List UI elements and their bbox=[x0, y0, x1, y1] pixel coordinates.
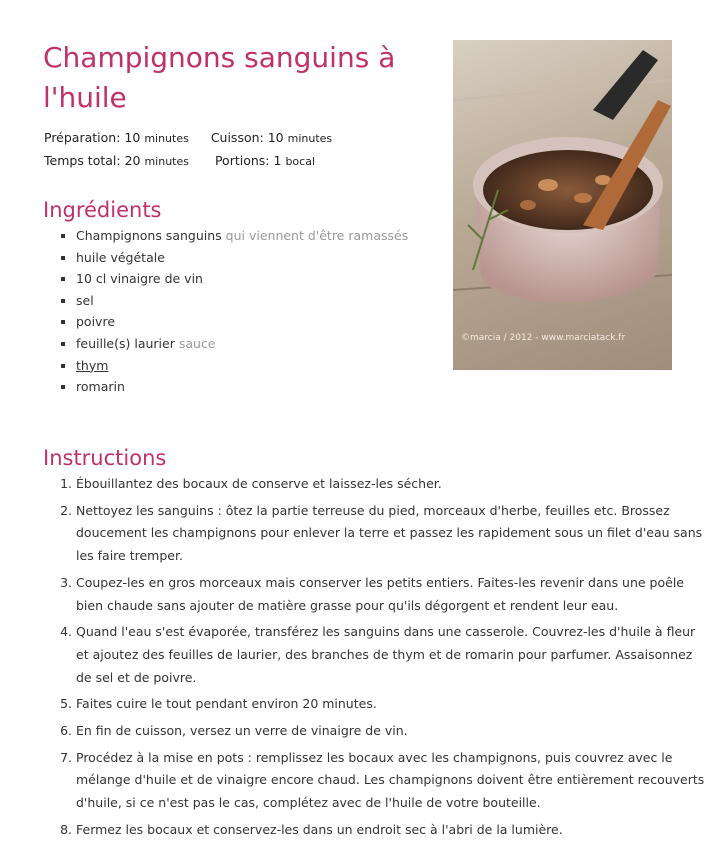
step-item: 1. Ébouillantez des bocaux de conserve et laissez-les sécher. bbox=[76, 473, 706, 496]
portions-label: Portions: bbox=[214, 153, 270, 168]
cook-unit: minutes bbox=[287, 132, 333, 145]
step-item: 2. Nettoyez les sanguins : ôtez la partie terreuse du pied, morceaux d'herbe, feuilles etc. Brossez doucement les champignons pour enlever la terre et passez les rapidement sous un filet d'eau sans les faire tremper. bbox=[76, 500, 706, 568]
ingredients-heading: Ingrédients bbox=[43, 198, 162, 222]
portions-value: 1 bbox=[273, 153, 282, 168]
total-label: Temps total: bbox=[44, 153, 121, 168]
cook-value: 10 bbox=[267, 130, 284, 145]
step-item: 7. Procédez à la mise en pots : remplissez les bocaux avec les champignons, puis couvrez avec le mélange d'huile et de vinaigre encore chaud. Les champignons doivent être entièrement recouverts d'huile, si ce n'est pas le cas, complétez avec de l'huile de votre bouteille. bbox=[76, 747, 706, 815]
list-item[interactable] bbox=[76, 355, 408, 377]
prep-label: Préparation: bbox=[44, 130, 121, 145]
list-item: ▪ 10 cl vinaigre de vin bbox=[76, 268, 408, 290]
portions-unit: bocal bbox=[285, 155, 316, 168]
recipe-photo bbox=[453, 40, 672, 370]
step-item: 3. Coupez-les en gros morceaux mais conserver les petits entiers. Faites-les revenir dans une poêle bien chaude sans ajouter de matière grasse pour qu'ils dégorgent et rendent leur eau. bbox=[76, 572, 706, 617]
instructions-list bbox=[44, 473, 706, 846]
instructions-heading: Instructions bbox=[43, 446, 167, 470]
mushroom-pan-illustration bbox=[453, 40, 672, 370]
thym-link[interactable]: thym bbox=[76, 357, 109, 373]
step-item: 6. En fin de cuisson, versez un verre de vinaigre de vin. bbox=[76, 720, 706, 743]
list-item: ▪ poivre bbox=[76, 311, 408, 333]
recipe-meta bbox=[44, 127, 332, 173]
list-item: ▪ sel bbox=[76, 290, 408, 312]
total-value: 20 bbox=[124, 153, 141, 168]
step-item: 5. Faites cuire le tout pendant environ 20 minutes. bbox=[76, 693, 706, 716]
list-item: ▪ Champignons sanguins qui viennent d'être ramassés bbox=[76, 225, 408, 247]
list-item: ▪ huile végétale bbox=[76, 247, 408, 269]
ingredients-list bbox=[44, 225, 408, 398]
step-item: 4. Quand l'eau s'est évaporée, transférez les sanguins dans une casserole. Couvrez-les d'huile à fleur et ajoutez des feuilles de laurier, des branches de thym et de romarin pour parfumer. Assaisonnez de sel et de poivre. bbox=[76, 621, 706, 689]
photo-watermark: ©marcia / 2012 - www.marciatack.fr bbox=[461, 333, 626, 343]
prep-unit: minutes bbox=[144, 132, 189, 145]
list-item: ▪ feuille(s) laurier sauce bbox=[76, 333, 408, 355]
prep-value: 10 bbox=[124, 130, 141, 145]
total-unit: minutes bbox=[144, 155, 189, 168]
recipe-title: Champignons sanguins à l'huile bbox=[43, 41, 396, 114]
list-item: ▪ romarin bbox=[76, 376, 408, 398]
step-item: 8. Fermez les bocaux et conservez-les dans un endroit sec à l'abri de la lumière. bbox=[76, 819, 706, 842]
cook-label: Cuisson: bbox=[210, 130, 264, 145]
